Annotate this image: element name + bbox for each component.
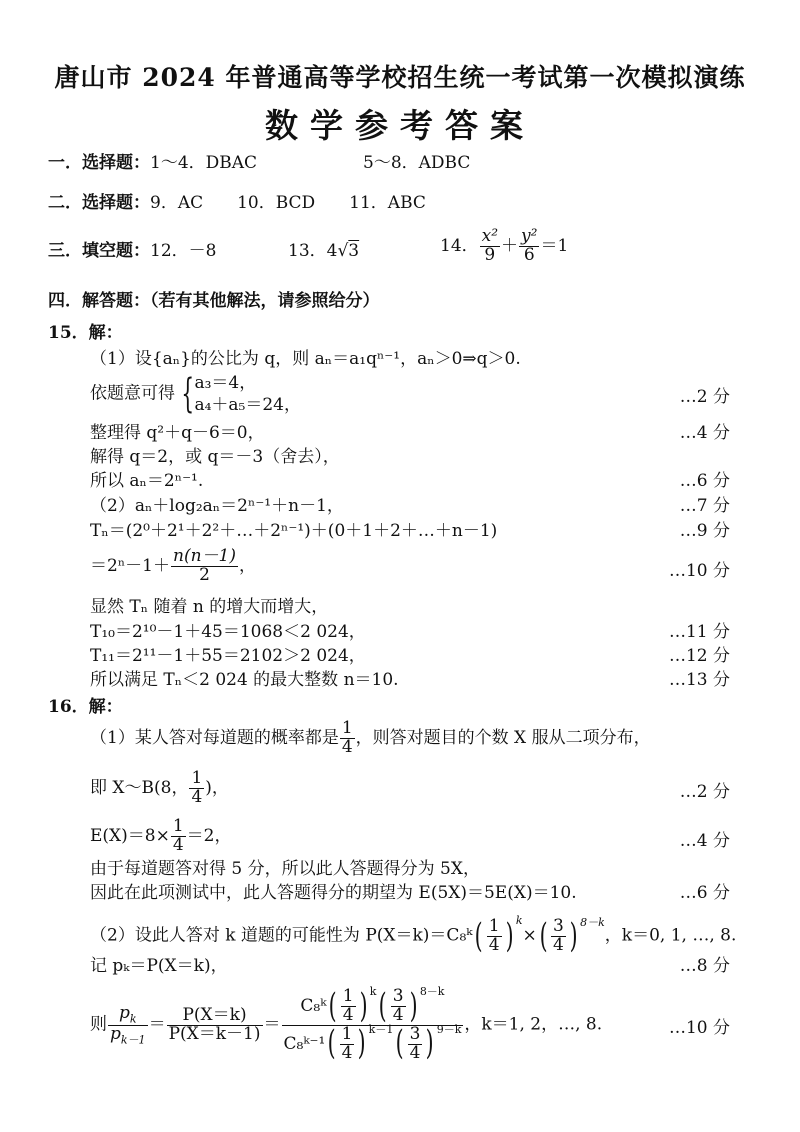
section2-row: [48, 192, 426, 214]
q15-line5: 所以 aₙ＝2ⁿ⁻¹.: [90, 471, 204, 491]
fraction: $\frac{n(n-1)}{2}$: [173, 546, 236, 585]
q16-line1: （1）某人答对每道题的概率都是 $\frac{1}{4}$ ，则答对题目的个数 X 服从二项分布，: [90, 718, 651, 757]
equation-system: a₃＝4， a₄＋a₅＝24，: [194, 373, 301, 415]
q15-score-1: …2 分: [679, 387, 730, 407]
section2-label: 二．选择题：: [48, 193, 150, 213]
section3-q14: 14． $\frac{\text{x²}}{9}$ ＋ $\frac{\text{y²}}{6}$ ＝1: [440, 226, 569, 265]
q16-score-3: …6 分: [679, 883, 730, 903]
section1-part1: 1～4．DBAC: [150, 153, 258, 173]
q16-line4: 由于每道题答对得 5 分，所以此人答题得分为 5X，: [90, 859, 480, 879]
q15-line12: 所以满足 Tₙ＜2 024 的最大整数 n＝10.: [90, 670, 399, 690]
q15-score-3: …6 分: [679, 471, 730, 491]
q16-line6: （2）设此人答对 k 道题的可能性为 P(X＝k)＝C₈ᵏ( $\frac{1}{4}$ ) $^k$×( $\frac{3}{4}$ ) $^{8-k}$，k＝0, 1, …, 8.: [90, 914, 737, 956]
q15-line4: 解得 q＝2，或 q＝－3（舍去），: [90, 447, 340, 467]
q15-line2: 依题意可得 { a₃＝4， a₄＋a₅＝24，: [90, 371, 301, 417]
q15-head: 15．解：: [48, 323, 123, 343]
q15-line1: （1）设{aₙ}的公比为 q，则 aₙ＝a₁qⁿ⁻¹，aₙ＞0⇒q＞0.: [90, 349, 521, 369]
q15-score-6: …10 分: [668, 561, 730, 581]
q15-score-2: …4 分: [679, 423, 730, 443]
section3-label: 三．填空题：: [48, 241, 150, 261]
section1-row: [48, 152, 257, 174]
section3-q13: 13．4√3: [288, 241, 360, 261]
fraction: $\frac{\text{x²}}{9}$: [481, 226, 499, 265]
q15-line8: ＝2ⁿ－1＋ $\frac{n(n-1)}{2}$ ，: [90, 546, 256, 585]
q15-score-8: …12 分: [668, 646, 730, 666]
q15-line9: 显然 Tₙ 随着 n 的增大而增大，: [90, 597, 329, 617]
q16-head: 16．解：: [48, 697, 123, 717]
q16-score-5: …10 分: [668, 1018, 730, 1038]
section3-row: [48, 240, 216, 262]
fraction: $\frac{p_k}{p_{k-1}}$: [110, 1002, 146, 1047]
q15-line7: Tₙ＝(2⁰＋2¹＋2²＋…＋2ⁿ⁻¹)＋(0＋1＋2＋…＋n－1): [90, 521, 498, 541]
q16-score-2: …4 分: [679, 831, 730, 851]
q15-line6: （2）aₙ＋log₂aₙ＝2ⁿ⁻¹＋n－1，: [90, 496, 344, 516]
section1-label: 一．选择题：: [48, 153, 150, 173]
q15-line3: 整理得 q²＋q－6＝0，: [90, 423, 265, 443]
q15-line11: T₁₁＝2¹¹－1＋55＝2102＞2 024，: [90, 646, 366, 666]
q16-line7: 记 pₖ＝P(X＝k)，: [90, 956, 228, 976]
q15-line10: T₁₀＝2¹⁰－1＋45＝1068＜2 024，: [90, 622, 366, 642]
fraction: $\frac{1}{4}$: [191, 768, 203, 807]
fraction: $\frac{1}{4}$: [172, 816, 184, 855]
q15-score-9: …13 分: [668, 670, 730, 690]
q15-score-7: …11 分: [668, 622, 730, 642]
brace: {: [181, 371, 195, 417]
q15-score-4: …7 分: [679, 496, 730, 516]
q16-line3: E(X)＝8× $\frac{1}{4}$ ＝2，: [90, 816, 232, 855]
section4-label: 四．解答题：（若有其他解法，请参照给分）: [48, 291, 380, 311]
page-title: 唐山市 2024 年普通高等学校招生统一考试第一次模拟演练: [54, 63, 746, 92]
q16-score-1: …2 分: [679, 782, 730, 802]
fraction: C₈ᵏ( $\frac{1}{4}$ ) $^k$( $\frac{3}{4}$ ) $^{8-k}$ C₈ᵏ⁻¹( $\frac{1}{4}$ ) $^{k-1}$( $\frac{3}{4}$ ) $^{9-k}$: [283, 985, 462, 1064]
page-subtitle: 数学参考答案: [265, 106, 535, 145]
section1-part2: 5～8．ADBC: [363, 153, 471, 173]
q16-line8: 则 $\frac{p_k}{p_{k-1}}$ ＝ $\frac{P(X=k)}{P(X=k-1)}$ ＝ C₈ᵏ( $\frac{1}{4}$ ) $^k$( $\frac{3}{4}$ ) $^{8-k}$ C₈ᵏ⁻¹( $\frac{1}{4}$ ) $^{k-1}$( $\frac{3}{4}$ ) $^{9-k}$ ，k＝1, 2，…, 8.: [90, 985, 603, 1064]
fraction: $\frac{P(X=k)}{P(X=k-1)}$: [168, 1004, 261, 1044]
q16-line5: 因此在此项测试中，此人答题得分的期望为 E(5X)＝5E(X)＝10.: [90, 883, 577, 903]
q15-score-5: …9 分: [679, 521, 730, 541]
q16-line2: 即 X～B(8， $\frac{1}{4}$ )，: [90, 768, 229, 807]
section2-items: 9．AC 10．BCD 11．ABC: [150, 193, 426, 213]
fraction: $\frac{\text{y²}}{6}$: [521, 226, 538, 265]
q16-score-4: …8 分: [679, 956, 730, 976]
section3-q12: 12．－8: [150, 241, 217, 261]
fraction: $\frac{1}{4}$: [341, 718, 353, 757]
